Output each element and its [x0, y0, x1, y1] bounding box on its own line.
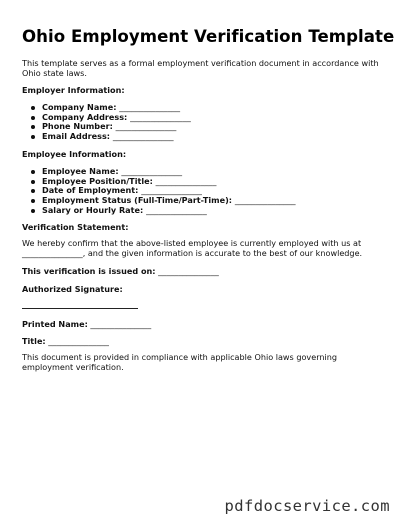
intro-paragraph: This template serves as a formal employment verification document in accordance with Ohio state laws. — [22, 58, 379, 78]
employee-field-salary — [22, 206, 296, 216]
bullet-icon — [31, 170, 35, 174]
employer-field-list — [22, 103, 191, 142]
field-blank[interactable]: _______________ — [234, 195, 296, 206]
issued-on-label: This verification is issued on: — [22, 266, 156, 276]
issued-on-blank[interactable]: _______________ — [158, 266, 219, 276]
employee-section-heading: Employee Information: — [22, 149, 127, 159]
field-label: Salary or Hourly Rate: — [42, 204, 144, 215]
field-blank[interactable]: _______________ — [121, 166, 183, 176]
bullet-icon — [31, 125, 35, 129]
bullet-icon — [31, 189, 35, 193]
title-label: Title: — [22, 336, 46, 346]
printed-name-label: Printed Name: — [22, 319, 88, 329]
verification-statement: We hereby confirm that the above-listed employee is currently employed with us at _______________, and the given information is accurate to the best of our knowledge. — [22, 238, 363, 258]
printed-name-row — [22, 319, 151, 329]
title-blank[interactable]: _______________ — [48, 336, 109, 346]
closing-paragraph: This document is provided in compliance with applicable Ohio laws governing employment verification. — [22, 352, 338, 372]
footer-brand-watermark: pdfdocservice.com — [224, 497, 390, 515]
bullet-icon — [31, 209, 35, 213]
issued-on-row — [22, 266, 219, 276]
field-blank[interactable]: _______________ — [112, 131, 174, 142]
bullet-icon — [31, 106, 35, 110]
bullet-icon — [31, 199, 35, 203]
employer-field-email-address — [22, 132, 191, 142]
bullet-icon — [31, 135, 35, 139]
authorized-signature-heading: Authorized Signature: — [22, 284, 123, 294]
signature-line[interactable] — [22, 308, 138, 309]
field-label: Employment Status (Full-Time/Part-Time): — [42, 195, 233, 206]
bullet-icon — [31, 116, 35, 120]
printed-name-blank[interactable]: _______________ — [90, 319, 152, 329]
field-label: Company Address: — [42, 111, 128, 122]
bullet-icon — [31, 180, 35, 184]
field-label: Employee Name: — [42, 166, 119, 176]
field-label: Employee Position/Title: — [42, 175, 153, 186]
field-blank[interactable]: _______________ — [115, 121, 177, 132]
title-row — [22, 336, 109, 346]
field-label: Phone Number: — [42, 121, 113, 132]
employer-section-heading: Employer Information: — [22, 85, 125, 95]
field-label: Company Name: — [42, 102, 117, 112]
field-blank[interactable]: _______________ — [130, 111, 191, 122]
employee-field-list — [22, 167, 296, 216]
field-blank[interactable]: _______________ — [141, 185, 202, 196]
document-title: Ohio Employment Verification Template — [22, 27, 395, 46]
field-label: Date of Employment: — [42, 185, 139, 196]
field-blank[interactable]: _______________ — [155, 175, 217, 186]
field-blank[interactable]: _______________ — [146, 204, 207, 215]
field-label: Email Address: — [42, 131, 110, 142]
field-blank[interactable]: _______________ — [119, 102, 180, 112]
verification-section-heading: Verification Statement: — [22, 222, 129, 232]
